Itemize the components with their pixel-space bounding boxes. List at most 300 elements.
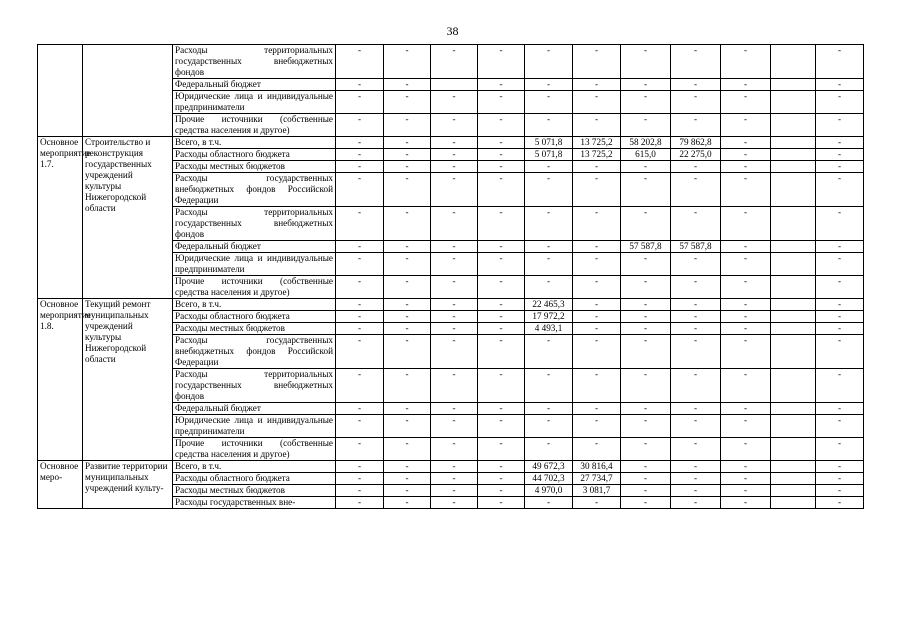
value-cell: - bbox=[384, 335, 431, 369]
value-cell: - bbox=[816, 241, 864, 253]
value-cell: - bbox=[478, 173, 525, 207]
value-cell: - bbox=[336, 241, 384, 253]
value-cell: 57 587,8 bbox=[621, 241, 671, 253]
value-cell: - bbox=[816, 438, 864, 461]
value-cell bbox=[771, 161, 816, 173]
value-cell: - bbox=[621, 299, 671, 311]
value-cell: - bbox=[721, 137, 771, 149]
value-cell: - bbox=[621, 114, 671, 137]
value-cell: - bbox=[336, 323, 384, 335]
value-cell: - bbox=[384, 45, 431, 79]
funding-source-cell: Расходы территориальных государственных внебюджетных фондов bbox=[173, 369, 336, 403]
value-cell: - bbox=[621, 207, 671, 241]
table-row bbox=[38, 299, 864, 311]
value-cell: - bbox=[573, 114, 621, 137]
value-cell bbox=[771, 473, 816, 485]
value-cell: - bbox=[816, 299, 864, 311]
value-cell: - bbox=[816, 149, 864, 161]
value-cell: - bbox=[478, 45, 525, 79]
value-cell: - bbox=[431, 415, 478, 438]
value-cell: - bbox=[621, 369, 671, 403]
value-cell: - bbox=[478, 335, 525, 369]
value-cell bbox=[431, 79, 478, 91]
value-cell: - bbox=[816, 473, 864, 485]
value-cell bbox=[771, 114, 816, 137]
value-cell bbox=[771, 403, 816, 415]
value-cell: - bbox=[721, 276, 771, 299]
value-cell: - bbox=[431, 299, 478, 311]
value-cell: - bbox=[721, 485, 771, 497]
value-cell: - bbox=[336, 335, 384, 369]
value-cell: - bbox=[671, 415, 721, 438]
value-cell: - bbox=[573, 253, 621, 276]
value-cell: - bbox=[573, 311, 621, 323]
value-cell bbox=[771, 241, 816, 253]
value-cell: - bbox=[384, 485, 431, 497]
value-cell: - bbox=[671, 311, 721, 323]
value-cell: - bbox=[336, 473, 384, 485]
event-cell: Основное мероприятие 1.7. bbox=[38, 137, 83, 299]
funding-source-cell: Расходы территориальных государственных внебюджетных фондов bbox=[173, 207, 336, 241]
value-cell: - bbox=[478, 415, 525, 438]
value-cell: 58 202,8 bbox=[621, 137, 671, 149]
value-cell: - bbox=[621, 335, 671, 369]
value-cell: - bbox=[816, 161, 864, 173]
value-cell: - bbox=[573, 415, 621, 438]
value-cell: - bbox=[721, 335, 771, 369]
value-cell: - bbox=[336, 253, 384, 276]
funding-source-cell: Расходы областного бюджета bbox=[173, 149, 336, 161]
value-cell: - bbox=[525, 335, 573, 369]
value-cell: - bbox=[816, 137, 864, 149]
value-cell bbox=[771, 311, 816, 323]
value-cell: - bbox=[816, 207, 864, 241]
value-cell: - bbox=[384, 253, 431, 276]
value-cell: - bbox=[721, 497, 771, 509]
value-cell: 4 493,1 bbox=[525, 323, 573, 335]
value-cell: - bbox=[431, 335, 478, 369]
value-cell: - bbox=[478, 161, 525, 173]
value-cell: - bbox=[525, 276, 573, 299]
value-cell: - bbox=[336, 137, 384, 149]
funding-source-cell: Всего, в т.ч. bbox=[173, 137, 336, 149]
funding-source-cell: Расходы местных бюджетов bbox=[173, 323, 336, 335]
value-cell: - bbox=[671, 161, 721, 173]
value-cell bbox=[771, 461, 816, 473]
value-cell: - bbox=[621, 173, 671, 207]
value-cell: 3 081,7 bbox=[573, 485, 621, 497]
value-cell: - bbox=[721, 473, 771, 485]
value-cell: - bbox=[525, 207, 573, 241]
value-cell bbox=[771, 415, 816, 438]
value-cell: - bbox=[721, 311, 771, 323]
value-cell: - bbox=[525, 369, 573, 403]
value-cell bbox=[771, 149, 816, 161]
value-cell: - bbox=[671, 497, 721, 509]
value-cell: - bbox=[573, 173, 621, 207]
value-cell: - bbox=[478, 114, 525, 137]
value-cell: - bbox=[816, 173, 864, 207]
value-cell: - bbox=[384, 161, 431, 173]
value-cell: - bbox=[336, 276, 384, 299]
value-cell: - bbox=[573, 299, 621, 311]
value-cell: - bbox=[721, 403, 771, 415]
value-cell: - bbox=[573, 91, 621, 114]
value-cell: - bbox=[384, 403, 431, 415]
value-cell: - bbox=[431, 323, 478, 335]
value-cell: - bbox=[431, 473, 478, 485]
funding-source-cell: Федеральный бюджет bbox=[173, 241, 336, 253]
value-cell: - bbox=[431, 253, 478, 276]
value-cell: - bbox=[721, 79, 771, 91]
value-cell: - bbox=[525, 241, 573, 253]
value-cell bbox=[771, 497, 816, 509]
value-cell: - bbox=[478, 276, 525, 299]
value-cell: - bbox=[478, 438, 525, 461]
value-cell: - bbox=[816, 403, 864, 415]
value-cell: - bbox=[816, 485, 864, 497]
value-cell: - bbox=[431, 369, 478, 403]
value-cell: - bbox=[721, 461, 771, 473]
value-cell bbox=[771, 299, 816, 311]
value-cell bbox=[771, 369, 816, 403]
value-cell: - bbox=[671, 253, 721, 276]
value-cell: 49 672,3 bbox=[525, 461, 573, 473]
value-cell: - bbox=[431, 207, 478, 241]
value-cell: 13 725,2 bbox=[573, 137, 621, 149]
value-cell: 4 970,0 bbox=[525, 485, 573, 497]
value-cell: - bbox=[671, 299, 721, 311]
value-cell: - bbox=[721, 173, 771, 207]
value-cell: - bbox=[384, 173, 431, 207]
value-cell: - bbox=[384, 438, 431, 461]
value-cell: - bbox=[336, 415, 384, 438]
value-cell: - bbox=[384, 207, 431, 241]
table-row bbox=[38, 137, 864, 149]
value-cell: - bbox=[336, 161, 384, 173]
event-cell bbox=[38, 45, 83, 137]
value-cell: - bbox=[384, 461, 431, 473]
value-cell: - bbox=[478, 323, 525, 335]
value-cell: - bbox=[336, 79, 384, 91]
value-cell: - bbox=[816, 311, 864, 323]
value-cell: - bbox=[621, 415, 671, 438]
value-cell: - bbox=[336, 114, 384, 137]
value-cell: 22 465,3 bbox=[525, 299, 573, 311]
value-cell: - bbox=[431, 149, 478, 161]
value-cell: - bbox=[525, 497, 573, 509]
value-cell bbox=[771, 276, 816, 299]
value-cell bbox=[771, 137, 816, 149]
value-cell: - bbox=[621, 438, 671, 461]
value-cell: - bbox=[431, 161, 478, 173]
value-cell: - bbox=[336, 438, 384, 461]
value-cell: - bbox=[384, 299, 431, 311]
funding-source-cell: Прочие источники (собственные средства населения и другое) bbox=[173, 276, 336, 299]
value-cell: - bbox=[621, 253, 671, 276]
value-cell: - bbox=[336, 207, 384, 241]
value-cell: - bbox=[816, 91, 864, 114]
value-cell: - bbox=[384, 369, 431, 403]
value-cell: - bbox=[816, 323, 864, 335]
table-row bbox=[38, 461, 864, 473]
value-cell: - bbox=[671, 369, 721, 403]
value-cell: - bbox=[431, 114, 478, 137]
table-body bbox=[38, 45, 864, 509]
event-name-cell: Текущий ремонт муниципальных учреждений культуры Нижегородской области bbox=[83, 299, 173, 461]
value-cell: - bbox=[336, 311, 384, 323]
value-cell bbox=[771, 323, 816, 335]
value-cell: - bbox=[525, 438, 573, 461]
value-cell: - bbox=[721, 241, 771, 253]
value-cell: - bbox=[721, 415, 771, 438]
value-cell: - bbox=[384, 149, 431, 161]
value-cell: - bbox=[816, 415, 864, 438]
value-cell: - bbox=[621, 161, 671, 173]
value-cell: - bbox=[621, 497, 671, 509]
value-cell: - bbox=[671, 438, 721, 461]
value-cell: - bbox=[525, 45, 573, 79]
funding-source-cell: Прочие источники (собственные средства населения и другое) bbox=[173, 438, 336, 461]
value-cell: - bbox=[478, 461, 525, 473]
value-cell: - bbox=[336, 403, 384, 415]
value-cell: 5 071,8 bbox=[525, 149, 573, 161]
funding-source-cell: Юридические лица и индивидуальные предприниматели bbox=[173, 91, 336, 114]
value-cell: - bbox=[671, 45, 721, 79]
value-cell: - bbox=[384, 79, 431, 91]
funding-source-cell: Расходы местных бюджетов bbox=[173, 161, 336, 173]
value-cell: - bbox=[384, 276, 431, 299]
value-cell: - bbox=[431, 137, 478, 149]
value-cell: - bbox=[384, 114, 431, 137]
value-cell: - bbox=[573, 497, 621, 509]
value-cell: - bbox=[336, 149, 384, 161]
value-cell: 44 702,3 bbox=[525, 473, 573, 485]
value-cell: - bbox=[478, 241, 525, 253]
value-cell: - bbox=[573, 207, 621, 241]
value-cell: - bbox=[621, 311, 671, 323]
value-cell: - bbox=[431, 461, 478, 473]
value-cell bbox=[771, 335, 816, 369]
value-cell: - bbox=[478, 91, 525, 114]
funding-source-cell: Расходы государственных внебюджетных фондов Российской Федерации bbox=[173, 173, 336, 207]
value-cell: - bbox=[478, 369, 525, 403]
value-cell: - bbox=[478, 311, 525, 323]
funding-source-cell: Федеральный бюджет bbox=[173, 403, 336, 415]
value-cell: - bbox=[384, 323, 431, 335]
event-cell: Основное меро- bbox=[38, 461, 83, 509]
value-cell: - bbox=[478, 253, 525, 276]
value-cell: - bbox=[721, 299, 771, 311]
value-cell: - bbox=[721, 114, 771, 137]
funding-source-cell: Расходы государственных вне- bbox=[173, 497, 336, 509]
value-cell bbox=[771, 485, 816, 497]
value-cell: - bbox=[721, 253, 771, 276]
value-cell: - bbox=[384, 137, 431, 149]
value-cell: - bbox=[816, 114, 864, 137]
value-cell: - bbox=[671, 323, 721, 335]
value-cell: - bbox=[621, 276, 671, 299]
funding-source-cell: Расходы местных бюджетов bbox=[173, 485, 336, 497]
value-cell: - bbox=[478, 299, 525, 311]
value-cell: 615,0 bbox=[621, 149, 671, 161]
value-cell: - bbox=[671, 473, 721, 485]
value-cell: - bbox=[431, 241, 478, 253]
value-cell: - bbox=[431, 485, 478, 497]
value-cell: - bbox=[478, 403, 525, 415]
value-cell: - bbox=[431, 276, 478, 299]
value-cell: - bbox=[478, 79, 525, 91]
value-cell: - bbox=[816, 253, 864, 276]
funding-source-cell: Расходы территориальных государственных внебюджетных фондов bbox=[173, 45, 336, 79]
value-cell: - bbox=[671, 173, 721, 207]
value-cell: - bbox=[431, 173, 478, 207]
funding-source-cell: Всего, в т.ч. bbox=[173, 461, 336, 473]
funding-source-cell: Расходы областного бюджета bbox=[173, 311, 336, 323]
value-cell: 5 071,8 bbox=[525, 137, 573, 149]
value-cell: - bbox=[478, 207, 525, 241]
value-cell: - bbox=[431, 403, 478, 415]
funding-source-cell: Всего, в т.ч. bbox=[173, 299, 336, 311]
value-cell: - bbox=[621, 91, 671, 114]
value-cell: 13 725,2 bbox=[573, 149, 621, 161]
value-cell: - bbox=[671, 114, 721, 137]
value-cell: - bbox=[384, 311, 431, 323]
value-cell: - bbox=[573, 161, 621, 173]
value-cell: 30 816,4 bbox=[573, 461, 621, 473]
funding-source-cell: Расходы областного бюджета bbox=[173, 473, 336, 485]
value-cell: - bbox=[336, 299, 384, 311]
value-cell: - bbox=[478, 137, 525, 149]
value-cell: - bbox=[478, 473, 525, 485]
value-cell: - bbox=[621, 403, 671, 415]
funding-source-cell: Юридические лица и индивидуальные предприниматели bbox=[173, 253, 336, 276]
value-cell: - bbox=[573, 335, 621, 369]
value-cell: 22 275,0 bbox=[671, 149, 721, 161]
value-cell: - bbox=[621, 79, 671, 91]
value-cell: - bbox=[525, 403, 573, 415]
funding-table bbox=[37, 44, 864, 509]
value-cell: - bbox=[431, 438, 478, 461]
value-cell: - bbox=[816, 369, 864, 403]
value-cell: - bbox=[384, 473, 431, 485]
value-cell: - bbox=[671, 335, 721, 369]
value-cell: - bbox=[671, 276, 721, 299]
value-cell: - bbox=[621, 485, 671, 497]
value-cell: - bbox=[525, 161, 573, 173]
value-cell: - bbox=[671, 485, 721, 497]
value-cell: 79 862,8 bbox=[671, 137, 721, 149]
value-cell: - bbox=[816, 335, 864, 369]
value-cell: - bbox=[525, 114, 573, 137]
value-cell: - bbox=[721, 45, 771, 79]
value-cell: - bbox=[525, 79, 573, 91]
value-cell: 57 587,8 bbox=[671, 241, 721, 253]
value-cell: - bbox=[384, 241, 431, 253]
value-cell bbox=[771, 79, 816, 91]
value-cell: - bbox=[431, 497, 478, 509]
value-cell bbox=[771, 45, 816, 79]
value-cell: - bbox=[816, 276, 864, 299]
value-cell: - bbox=[816, 79, 864, 91]
value-cell: - bbox=[478, 497, 525, 509]
value-cell: - bbox=[671, 461, 721, 473]
page-number: 38 bbox=[446, 24, 459, 38]
value-cell: - bbox=[721, 149, 771, 161]
value-cell: - bbox=[336, 461, 384, 473]
funding-source-cell: Расходы государственных внебюджетных фондов Российской Федерации bbox=[173, 335, 336, 369]
value-cell: - bbox=[525, 91, 573, 114]
value-cell: - bbox=[573, 241, 621, 253]
value-cell: - bbox=[816, 45, 864, 79]
value-cell: - bbox=[478, 149, 525, 161]
event-name-cell: Строительство и реконструкция государственных учреждений культуры Нижегородской области bbox=[83, 137, 173, 299]
funding-source-cell: Юридические лица и индивидуальные предприниматели bbox=[173, 415, 336, 438]
value-cell: - bbox=[525, 173, 573, 207]
value-cell bbox=[771, 253, 816, 276]
value-cell: - bbox=[573, 438, 621, 461]
value-cell: - bbox=[621, 45, 671, 79]
value-cell: - bbox=[621, 473, 671, 485]
funding-source-cell: Прочие источники (собственные средства населения и другое) bbox=[173, 114, 336, 137]
value-cell: - bbox=[336, 91, 384, 114]
value-cell: - bbox=[816, 461, 864, 473]
value-cell: - bbox=[573, 79, 621, 91]
value-cell: - bbox=[671, 207, 721, 241]
funding-source-cell: Федеральный бюджет bbox=[173, 79, 336, 91]
value-cell: - bbox=[336, 45, 384, 79]
value-cell bbox=[771, 91, 816, 114]
value-cell: - bbox=[336, 369, 384, 403]
value-cell: - bbox=[671, 91, 721, 114]
value-cell: - bbox=[721, 91, 771, 114]
event-cell: Основное мероприятие 1.8. bbox=[38, 299, 83, 461]
value-cell: - bbox=[384, 91, 431, 114]
value-cell: - bbox=[431, 45, 478, 79]
value-cell bbox=[771, 207, 816, 241]
value-cell: - bbox=[431, 91, 478, 114]
value-cell: - bbox=[384, 415, 431, 438]
value-cell: - bbox=[671, 403, 721, 415]
value-cell: - bbox=[336, 173, 384, 207]
value-cell: - bbox=[671, 79, 721, 91]
value-cell: - bbox=[721, 323, 771, 335]
value-cell: - bbox=[525, 253, 573, 276]
value-cell: - bbox=[336, 497, 384, 509]
value-cell: - bbox=[621, 461, 671, 473]
value-cell: - bbox=[721, 161, 771, 173]
value-cell: - bbox=[573, 45, 621, 79]
value-cell: 17 972,2 bbox=[525, 311, 573, 323]
value-cell: - bbox=[336, 485, 384, 497]
value-cell: - bbox=[384, 497, 431, 509]
table-row bbox=[38, 45, 864, 79]
value-cell: - bbox=[478, 485, 525, 497]
value-cell: - bbox=[573, 276, 621, 299]
value-cell: - bbox=[431, 311, 478, 323]
value-cell: - bbox=[721, 438, 771, 461]
value-cell: - bbox=[525, 415, 573, 438]
value-cell: - bbox=[816, 497, 864, 509]
value-cell: - bbox=[573, 403, 621, 415]
event-name-cell bbox=[83, 45, 173, 137]
value-cell: - bbox=[621, 323, 671, 335]
value-cell: - bbox=[573, 369, 621, 403]
value-cell: - bbox=[721, 207, 771, 241]
value-cell: - bbox=[573, 323, 621, 335]
value-cell: - bbox=[721, 369, 771, 403]
value-cell bbox=[771, 438, 816, 461]
